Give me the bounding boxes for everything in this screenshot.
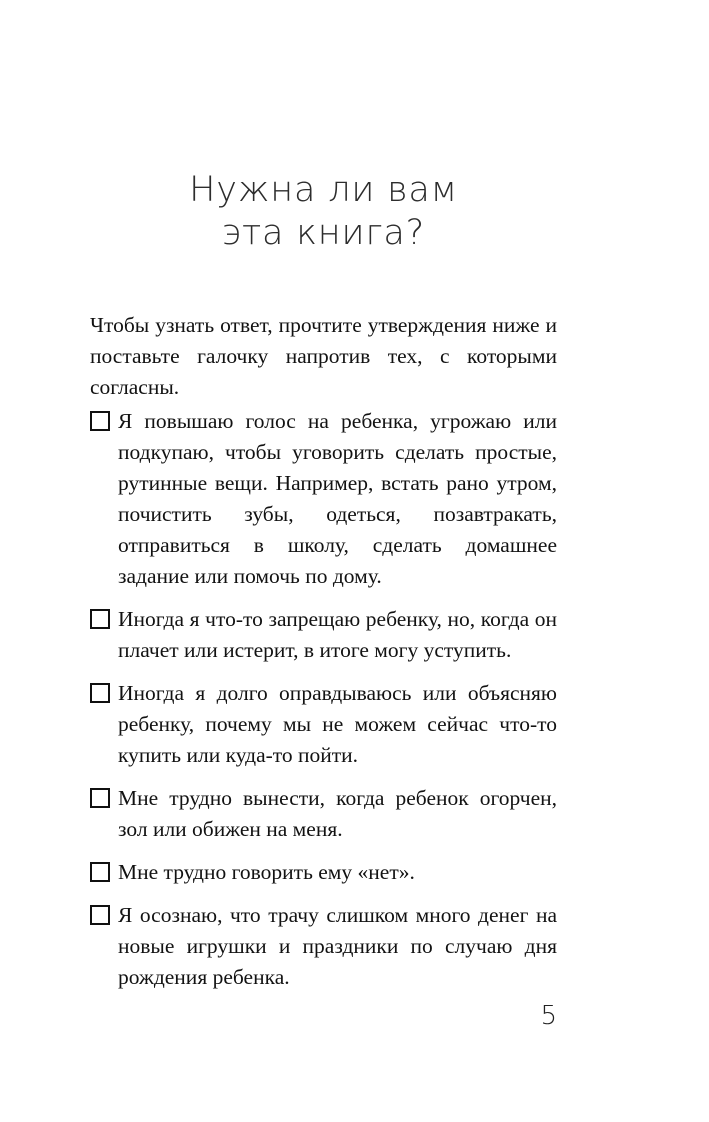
checklist-item	[90, 900, 557, 993]
checklist-item-text: Иногда я что-то запрещаю ребенку, но, когда он плачет или истерит, в итоге могу уступить.	[118, 607, 557, 662]
checklist-item-text: Я повышаю голос на ребенка, угрожаю или подкупаю, чтобы уговорить сделать простые, рутинные вещи. Например, встать рано утром, почистить зубы, одеться, позавтракать, отправиться в школу, сделать домашнее задание или помочь по дому.	[118, 409, 557, 588]
page-content	[90, 310, 557, 993]
intro-paragraph: Чтобы узнать ответ, прочтите утверждения ниже и поставьте галочку напротив тех, с которыми согласны.	[90, 313, 557, 399]
checkbox[interactable]	[90, 609, 110, 629]
checkbox[interactable]	[90, 788, 110, 808]
checklist-item	[90, 857, 557, 888]
checklist-item-text: Я осознаю, что трачу слишком много денег на новые игрушки и праздники по случаю дня рождения ребенка.	[118, 903, 557, 989]
checkbox[interactable]	[90, 683, 110, 703]
checkbox[interactable]	[90, 905, 110, 925]
checklist-item	[90, 604, 557, 666]
checklist-item-text: Мне трудно говорить ему «нет».	[118, 860, 415, 884]
checklist-item	[90, 406, 557, 592]
checkbox[interactable]	[90, 862, 110, 882]
checklist-item-text: Мне трудно вынести, когда ребенок огорчен, зол или обижен на меня.	[118, 786, 557, 841]
checkbox[interactable]	[90, 411, 110, 431]
checklist-item	[90, 783, 557, 845]
page-number: 5	[540, 1001, 557, 1031]
checklist-item-text: Иногда я долго оправдываюсь или объясняю ребенку, почему мы не можем сейчас что-то купить или куда-то пойти.	[118, 681, 557, 767]
checklist-item	[90, 678, 557, 771]
page-title-line2: эта книга?	[222, 213, 425, 254]
checklist	[90, 406, 557, 993]
page-title-line1: Нужна ли вам	[189, 170, 458, 211]
page-title	[90, 169, 557, 255]
